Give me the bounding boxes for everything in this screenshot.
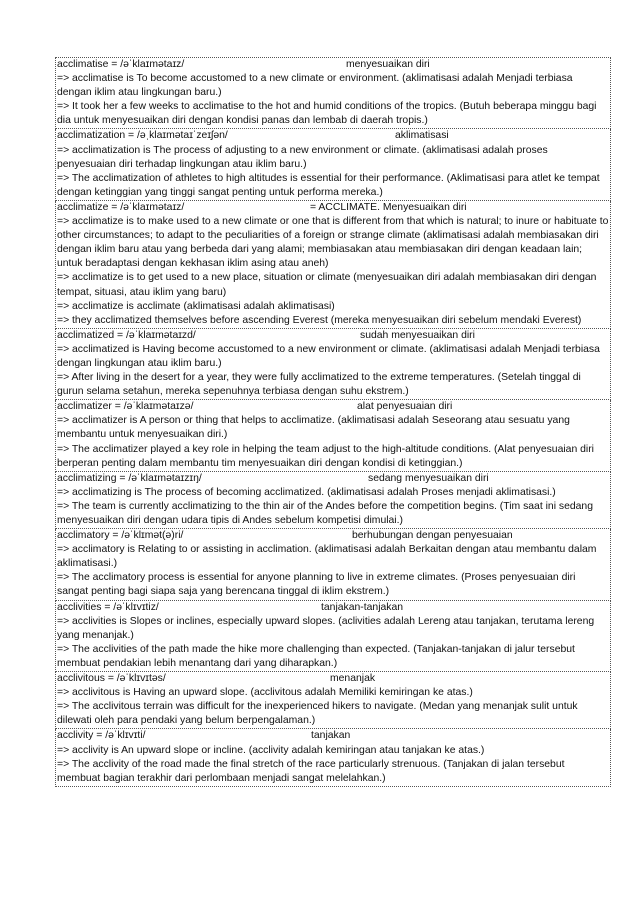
headword-pronunciation: acclimatize = /əˈklaɪmətaɪz/ — [57, 201, 185, 213]
headword-pronunciation: acclimatizing = /əˈklaɪmətaɪzɪŋ/ — [57, 472, 202, 484]
translation: tanjakan — [311, 730, 351, 742]
definition-line: => acclimatize is acclimate (aklimatisasi adalah aklimatisasi) — [57, 300, 335, 312]
definition-line: => acclimatory is Relating to or assisting in acclimation. (aklimatisasi adalah Berkaitan dengan atau membantu dalam aklimatisasi.) — [57, 544, 597, 570]
translation: sedang menyesuaikan diri — [368, 472, 489, 484]
translation: aklimatisasi — [395, 130, 449, 142]
example-line: => The acclivitous terrain was difficult for the inexperienced hikers to navigate. (Medan yang menanjak sulit untuk dilewati oleh para pendaki yang belum berpengalaman.) — [57, 701, 578, 727]
example-line: => The acclimatizer played a key role in helping the team adjust to the high-altitude conditions. (Alat penyesuaian diri berperan penting dalam membantu tim menyesuaikan diri dengan kondisi di ketinggian.) — [57, 443, 594, 469]
translation: menanjak — [330, 673, 376, 685]
example-line: => The acclimatory process is essential for anyone planning to live in extreme climates. (Proses penyesuaian diri sangat penting bagi siapa saja yang berencana tinggal di iklim ekstrem.) — [57, 572, 576, 598]
entry-headword — [57, 329, 609, 343]
headword-pronunciation: acclimatise = /əˈklaɪmətaɪz/ — [57, 59, 185, 70]
entry-acclimatizing — [55, 472, 611, 529]
example-line: => The acclivities of the path made the hike more challenging than expected. (Tanjakan-tanjakan di jalur tersebut membuat pendakian lebih menantang dari yang diharapkan.) — [57, 643, 575, 669]
entry-acclimatise — [55, 57, 611, 129]
entry-headword — [57, 601, 609, 615]
entry-acclivitous — [55, 672, 611, 729]
headword-pronunciation: acclivity = /əˈklɪvɪti/ — [57, 730, 146, 742]
definition-line: => acclimatise is To become accustomed to a new climate or environment. (aklimatisasi adalah Menjadi terbiasa dengan iklim atau lingkungan baru.) — [57, 73, 573, 99]
example-line: => The acclivity of the road made the final stretch of the race particularly strenuous. (Tanjakan di jalan tersebut membuat bagian terakhir dari perlombaan menjadi sangat melelahkan.) — [57, 758, 565, 784]
translation: sudah menyesuaikan diri — [360, 329, 475, 341]
definition-line: => acclimatizer is A person or thing that helps to acclimatize. (aklimatisasi adalah Seseorang atau sesuatu yang membantu untuk menyesuaikan diri.) — [57, 415, 570, 441]
entry-headword — [57, 729, 609, 743]
example-line: => The team is currently acclimatizing to the thin air of the Andes before the competition begins. (Tim saat ini sedang menyesuaikan diri dengan udara tipis di Andes sebelum kompetisi dimulai.) — [57, 500, 593, 526]
entry-headword — [57, 472, 609, 486]
definition-line: => acclivity is An upward slope or incline. (acclivity adalah kemiringan atau tanjakan ke atas.) — [57, 744, 485, 756]
definition-line: => acclimatize is to get used to a new place, situation or climate (menyesuaikan diri adalah membiasakan diri dengan tempat, situasi, atau iklim yang baru) — [57, 272, 597, 298]
translation: tanjakan-tanjakan — [321, 601, 404, 613]
example-line: => The acclimatization of athletes to high altitudes is essential for their performance. (Aklimatisasi para atlet ke tempat dengan ketinggian yang tinggi sangat penting untuk performa mereka.) — [57, 172, 600, 198]
translation: berhubungan dengan penyesuaian — [352, 530, 513, 542]
translation: = ACCLIMATE. Menyesuaikan diri — [310, 201, 467, 213]
example-line: => After living in the desert for a year, they were fully acclimatized to the extreme temperatures. (Setelah tinggal di gurun selama setahun, mereka sepenuhnya terbiasa dengan suhu ekstrem.) — [57, 372, 581, 398]
entry-headword — [57, 58, 609, 72]
definition-line: => acclivitous is Having an upward slope. (acclivitous adalah Memiliki kemiringan ke atas.) — [57, 687, 473, 699]
entry-acclimatizer — [55, 400, 611, 471]
translation: alat penyesuaian diri — [357, 401, 453, 413]
entry-acclimatized — [55, 329, 611, 400]
dictionary-page — [55, 57, 611, 787]
definition-line: => acclimatized is Having become accustomed to a new environment or climate. (aklimatisasi adalah Menjadi terbiasa dengan lingkungan atau iklim baru.) — [57, 343, 600, 369]
definition-line: => acclimatize is to make used to a new climate or one that is different from that which is natural; to inure or habituate to other circumstances; to adapt to the peculiarities of a foreign or strange climate (aklimatisasi adalah membiasakan diri dengan iklim baru atau yang berbeda dari yang alami; membiasakan atau membiasakan diri dengan keadaan lain; untuk beradaptasi dengan kekhasan iklim asing atau aneh) — [57, 216, 609, 270]
headword-pronunciation: acclimatized = /əˈklaɪmətaɪzd/ — [57, 329, 196, 341]
entry-headword — [57, 400, 609, 414]
entry-acclimatization — [55, 129, 611, 200]
entry-headword — [57, 201, 609, 215]
translation: menyesuaikan diri — [346, 59, 430, 70]
entry-acclivities — [55, 601, 611, 672]
headword-pronunciation: acclivitous = /əˈklɪvɪtəs/ — [57, 673, 166, 685]
headword-pronunciation: acclivities = /əˈklɪvɪtiz/ — [57, 601, 159, 613]
headword-pronunciation: acclimatization = /əˌklaɪmətaɪˈzeɪʃən/ — [57, 130, 228, 142]
example-line: => It took her a few weeks to acclimatise to the hot and humid conditions of the tropics. (Butuh beberapa minggu bagi dia untuk menyesuaikan diri dengan kondisi panas dan lembab di daerah tropis.) — [57, 101, 597, 127]
entry-acclimatory — [55, 529, 611, 600]
definition-line: => acclimatization is The process of adjusting to a new environment or climate. (aklimatisasi adalah proses penyesuaian diri terhadap lingkungan atau iklim baru.) — [57, 144, 548, 170]
definition-line: => acclivities is Slopes or inclines, especially upward slopes. (aclivities adalah Lereng atau tanjakan, terutama lereng yang menanjak.) — [57, 615, 595, 641]
entry-acclimatize — [55, 201, 611, 329]
entry-headword — [57, 672, 609, 686]
example-line: => they acclimatized themselves before ascending Everest (mereka menyesuaikan diri sebelum mendaki Everest) — [57, 314, 582, 326]
entry-headword — [57, 529, 609, 543]
definition-line: => acclimatizing is The process of becoming acclimatized. (aklimatisasi adalah Proses menjadi aklimatisasi.) — [57, 486, 556, 498]
entry-acclivity — [55, 729, 611, 786]
headword-pronunciation: acclimatizer = /əˈklaɪmətaɪzə/ — [57, 401, 194, 413]
headword-pronunciation: acclimatory = /əˈklɪmət(ə)ri/ — [57, 530, 184, 542]
entry-headword — [57, 129, 609, 143]
